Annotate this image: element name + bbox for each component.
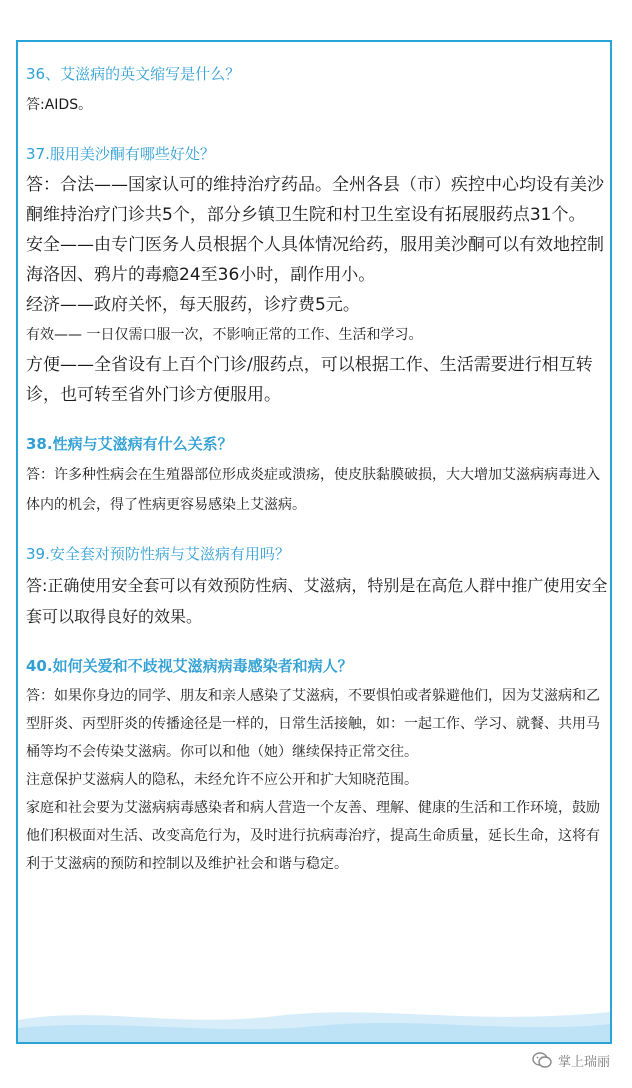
answer-37-safety: 安全——由专门医务人员根据个人具体情况给药，服用美沙酮可以有效地控制海洛因、鸦片的毒瘾24至36小时，副作用小。 xyxy=(26,235,604,285)
question-37: 37.服用美沙酮有哪些好处？ xyxy=(26,145,215,163)
question-38: 38.性病与艾滋病有什么关系？ xyxy=(26,435,233,453)
answer-36: 答:AIDS。 xyxy=(26,97,93,113)
faq-content xyxy=(26,64,608,902)
faq-item-40 xyxy=(26,656,608,878)
faq-item-37 xyxy=(26,144,608,410)
wave-decoration xyxy=(18,998,610,1042)
answer-37-convenience: 方便——全省设有上百个门诊/服药点，可以根据工作、生活需要进行相互转诊，也可转至省外门诊方便服用。 xyxy=(26,355,593,405)
question-36: 36、艾滋病的英文缩写是什么？ xyxy=(26,65,241,83)
answer-37-economy: 经济——政府关怀，每天服药，诊疗费5元。 xyxy=(26,295,360,315)
content-card xyxy=(16,40,612,1044)
answer-37-legal: 答：合法——国家认可的维持治疗药品。全州各县（市）疾控中心均设有美沙酮维持治疗门诊共5个，部分乡镇卫生院和村卫生室设有拓展服药点31个。 xyxy=(26,175,604,225)
answer-38: 答：许多种性病会在生殖器部位形成炎症或溃疡，使皮肤黏膜破损，大大增加艾滋病病毒进入体内的机会，得了性病更容易感染上艾滋病。 xyxy=(26,467,600,513)
footer-source-text: 掌上瑞丽 xyxy=(557,1054,610,1070)
question-40: 40.如何关爱和不歧视艾滋病病毒感染者和病人？ xyxy=(26,657,353,675)
faq-item-38 xyxy=(26,434,608,520)
answer-39: 答:正确使用安全套可以有效预防性病、艾滋病，特别是在高危人群中推广使用安全套可以取得良好的效果。 xyxy=(26,576,608,626)
answer-40-main: 答：如果你身边的同学、朋友和亲人感染了艾滋病，不要惧怕或者躲避他们，因为艾滋病和乙型肝炎、丙型肝炎的传播途径是一样的，日常生活接触，如：一起工作、学习、就餐、共用马桶等均不会传染艾滋病。你可以和他（她）继续保持正常交往。 xyxy=(26,688,600,760)
answer-37-effective: 有效—— 一日仅需口服一次，不影响正常的工作、生活和学习。 xyxy=(26,327,423,343)
faq-item-36 xyxy=(26,64,608,120)
faq-item-39 xyxy=(26,544,608,632)
answer-40-privacy: 注意保护艾滋病人的隐私，未经允许不应公开和扩大知晓范围。 xyxy=(26,772,418,788)
footer-source xyxy=(532,1050,610,1070)
answer-40-society: 家庭和社会要为艾滋病病毒感染者和病人营造一个友善、理解、健康的生活和工作环境，鼓励他们积极面对生活、改变高危行为，及时进行抗病毒治疗，提高生命质量，延长生命，这将有利于艾滋病的预防和控制以及维护社会和谐与稳定。 xyxy=(26,800,600,872)
wechat-icon xyxy=(532,1052,552,1068)
question-39: 39.安全套对预防性病与艾滋病有用吗？ xyxy=(26,545,290,563)
